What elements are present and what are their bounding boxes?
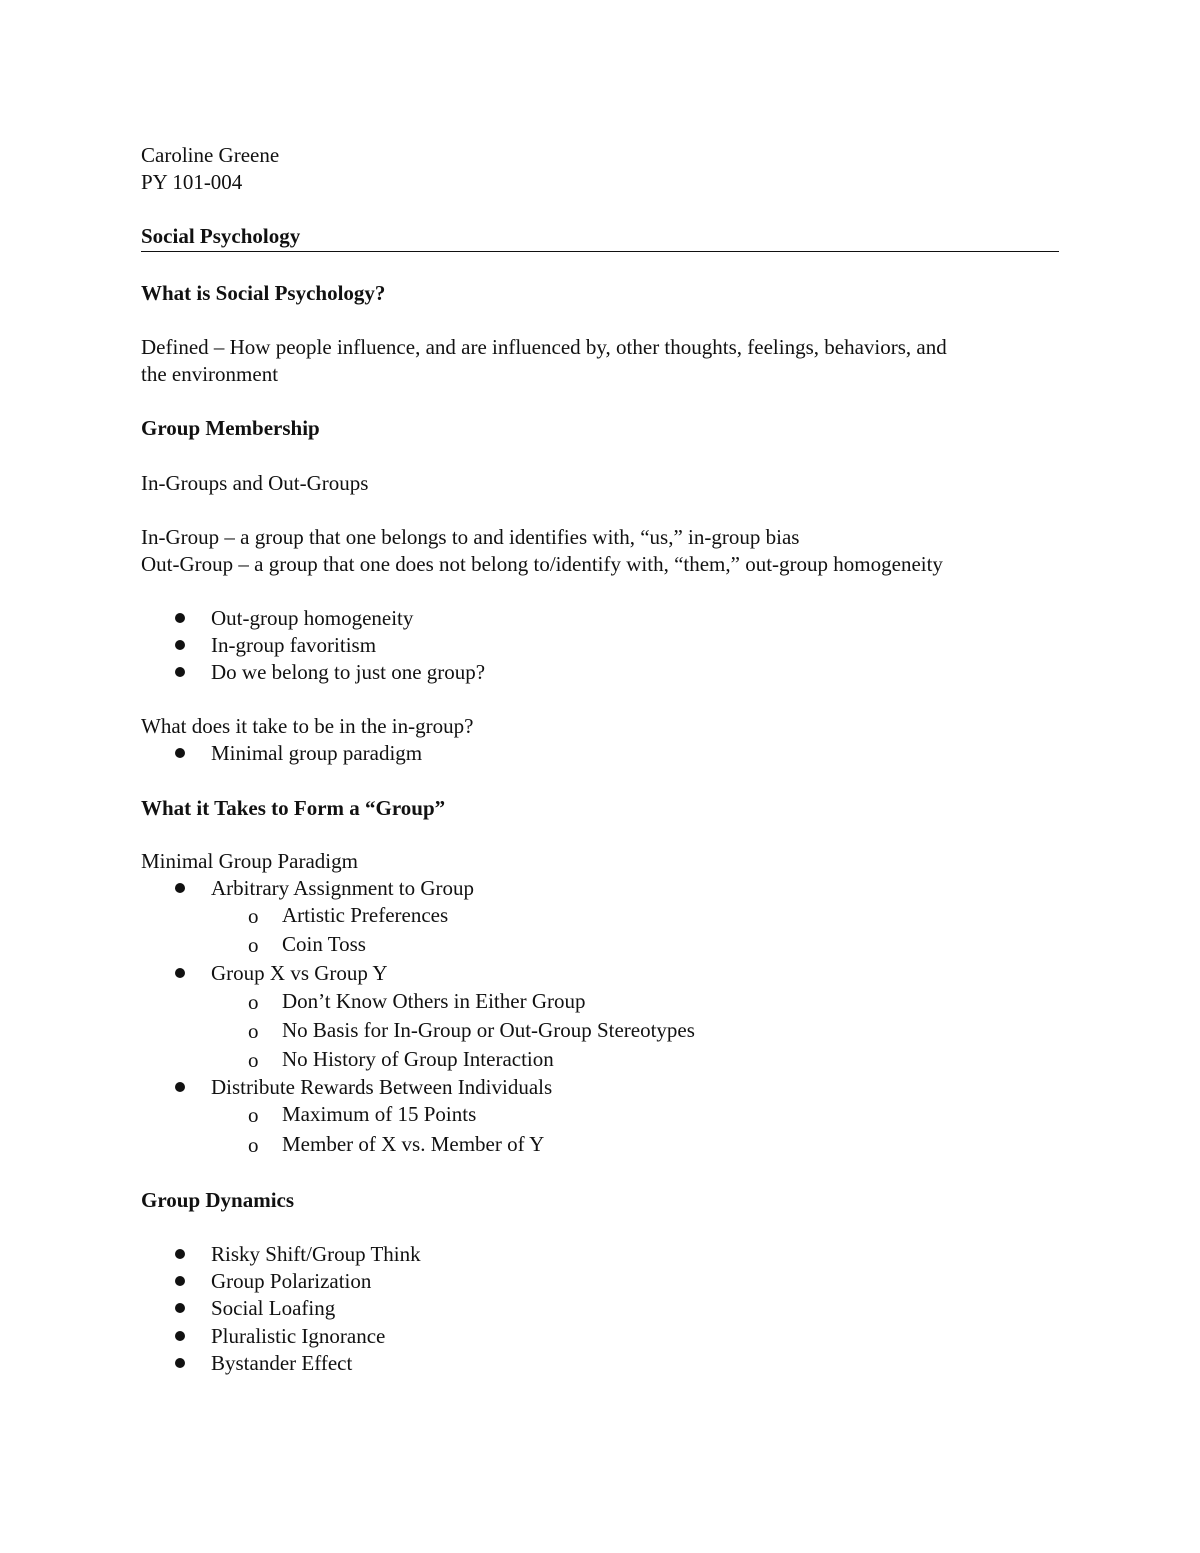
bullet-icon: [175, 1358, 185, 1368]
bullet-icon: [175, 1249, 185, 1259]
in-group-question: What does it take to be in the in-group?: [141, 714, 474, 738]
bullet-icon: [175, 883, 185, 893]
section-heading-group-dynamics: Group Dynamics: [141, 1188, 295, 1212]
bullet-icon: [175, 1303, 185, 1313]
course-code: PY 101-004: [141, 170, 243, 194]
list-item: Arbitrary Assignment to Group: [211, 876, 475, 900]
sub-bullet-icon: o: [248, 1019, 259, 1043]
sub-list-item: Coin Toss: [282, 932, 366, 956]
author-name: Caroline Greene: [141, 143, 280, 167]
sub-list-item: Artistic Preferences: [282, 903, 449, 927]
sub-list-item: Don’t Know Others in Either Group: [282, 989, 586, 1013]
list-item: Pluralistic Ignorance: [211, 1324, 386, 1348]
bullet-icon: [175, 1331, 185, 1341]
list-item: Do we belong to just one group?: [211, 660, 486, 684]
sub-bullet-icon: o: [248, 990, 259, 1014]
list-item: Minimal group paradigm: [211, 741, 423, 765]
sub-list-item: Member of X vs. Member of Y: [282, 1132, 545, 1156]
list-item: Distribute Rewards Between Individuals: [211, 1075, 553, 1099]
sub-bullet-icon: o: [248, 933, 259, 957]
list-item: Bystander Effect: [211, 1351, 353, 1375]
sub-bullet-icon: o: [248, 1103, 259, 1127]
bullet-icon: [175, 748, 185, 758]
sub-list-item: No History of Group Interaction: [282, 1047, 554, 1071]
definition-text: Defined – How people influence, and are influenced by, other thoughts, feelings, behaviors, and: [141, 335, 947, 359]
list-item: Risky Shift/Group Think: [211, 1242, 421, 1266]
sub-list-item: No Basis for In-Group or Out-Group Stereotypes: [282, 1018, 695, 1042]
list-item: Group X vs Group Y: [211, 961, 388, 985]
bullet-icon: [175, 640, 185, 650]
sub-bullet-icon: o: [248, 1133, 259, 1157]
sub-bullet-icon: o: [248, 1048, 259, 1072]
title-underline: [141, 251, 1059, 252]
bullet-icon: [175, 1082, 185, 1092]
bullet-icon: [175, 1276, 185, 1286]
bullet-icon: [175, 667, 185, 677]
sub-list-item: Maximum of 15 Points: [282, 1102, 477, 1126]
list-item: In-group favoritism: [211, 633, 377, 657]
list-item: Out-group homogeneity: [211, 606, 414, 630]
subheading-minimal-group-paradigm: Minimal Group Paradigm: [141, 849, 358, 873]
list-item: Social Loafing: [211, 1296, 336, 1320]
list-item: Group Polarization: [211, 1269, 372, 1293]
definition-text-continued: the environment: [141, 362, 279, 386]
subheading-in-out-groups: In-Groups and Out-Groups: [141, 471, 369, 495]
section-heading-what-is: What is Social Psychology?: [141, 281, 386, 305]
sub-bullet-icon: o: [248, 904, 259, 928]
document-title: Social Psychology: [141, 224, 301, 248]
in-group-definition: In-Group – a group that one belongs to and identifies with, “us,” in-group bias: [141, 525, 800, 549]
bullet-icon: [175, 613, 185, 623]
out-group-definition: Out-Group – a group that one does not belong to/identify with, “them,” out-group homogeneity: [141, 552, 943, 576]
section-heading-form-group: What it Takes to Form a “Group”: [141, 796, 446, 820]
bullet-icon: [175, 968, 185, 978]
section-heading-group-membership: Group Membership: [141, 416, 320, 440]
